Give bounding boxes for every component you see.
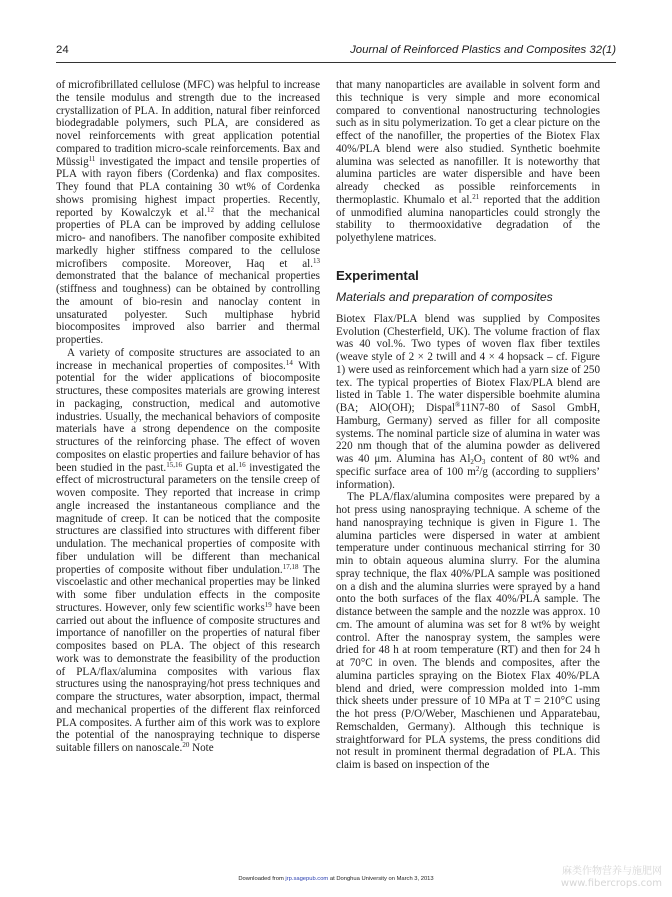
watermark: 麻类作物营养与施肥网 www.fibercrops.com <box>560 866 662 889</box>
running-header <box>56 42 616 63</box>
paragraph: Biotex Flax/PLA blend was supplied by Composites Evolution (Chesterfield, UK). The volume fraction of flax was 40 vol.%. Two types of woven flax fiber textiles (weave style of 2 × 2 twill and 4 × 4 hopsack – cf. Figure 1) were used as reinforcement which had a yarn size of 250 tex. The typical properties of Biotex Flax/PLA blend are listed in Table 1. The water dispersible boehmite alumina (BA; AlO(OH); Dispal®11N7-80 of Sasol GmbH, Hamburg, Germany) served as filler for all composite systems. The nominal particle size of alumina in water was 220 nm though that of the alumina powder as delivered was 40 μm. Alumina has $Al_2O_3$ content of 80 wt% and specific surface area of 100 $m^2/g$ (according to suppliers’ information). <box>336 312 601 491</box>
left-column <box>56 79 320 755</box>
paragraph: that many nanoparticles are available in solvent form and this technique is very simple and more economical compared to conventional nanostructuring technologies such as in situ polymerization. To get a clear picture on the effect of the nanofiller, the properties of the Biotex Flax 40%/PLA blend were also studied. Synthetic boehmite alumina was selected as nanofiller. It is noteworthy that alumina particles are water dispersible and have been already checked as possible reinforcements in thermoplastic. Khumalo et al.$^{21}$ reported that the addition of unmodified alumina nanoparticles could strongly the stability to thermooxidative degradation of the polyethylene matrices. <box>336 79 600 244</box>
section-heading: Experimental <box>336 267 419 283</box>
journal-link[interactable]: jrp.sagepub.com <box>285 876 329 882</box>
right-column <box>336 79 600 772</box>
subsection-heading: Materials and preparation of composites <box>336 289 553 304</box>
paragraph: A variety of composite structures are associated to an increase in mechanical properties of composites.$^{14}$ With potential for the wider applications of biocomposite structures, these composites materials are growing interest in packaging, construction, medical and automotive industries. Usually, the mechanical behaviors of composite materials have a strong dependence on the composite structures of the reinforcing phase. The effect of woven composites on elastic properties and failure behavior of has been studied in the past.$^{15,16}$ Gupta et al.$^{16}$ investigated the effect of microstructural parameters on the tensile creep of woven composite. They reported that increase in crimp angle increased the instantaneous compliance and the magnitude of creep. It can be noticed that the composite structures are classified into structures with different fiber undulation. The mechanical properties of composite with fiber undulation will be different than mechanical properties of composite without fiber undulation.$^{17,18}$ The viscoelastic and other mechanical properties may be linked with some fiber undulation effects in the composite structures. However, only few scientific works$^{19}$ have been carried out about the influence of composite structures and importance of nanofiller on the properties of natural fiber composites based on PLA. The object of this research work was to demonstrate the feasibility of the production of PLA/flax/alumina composites with various flax structures using the nanospraying/hot press techniques and compare the structures, water absorption, impact, thermal and mechanical properties of the different flax reinforced PLA composites. A further aim of this work was to explore the potential of the nanospraying technique to disperse suitable fillers on nanoscale.$^{20}$ Note <box>56 346 320 754</box>
paragraph: of microfibrillated cellulose (MFC) was helpful to increase the tensile modulus and strength due to the increased crystallization of PLA. In addition, natural fiber reinforced biodegradable polymers, such PLA, are considered as novel reinforcements with great application potential compared to tradition micro-scale reinforcements. Bax and Müssig$^{11}$ investigated the impact and tensile properties of PLA with rayon fibers (Cordenka) and flax composites. They found that PLA containing 30 wt% of Cordenka shows promising highest impact properties. Recently, reported by Kowalczyk et al.$^{12}$ that the mechanical properties of PLA can be improved by adding cellulose micro- and nanofibers. The nanofiber composite exhibited markedly higher stiffness compared to the cellulose microfibers composite. Moreover, Haq et al.$^{13}$ demonstrated that the balance of mechanical properties (stiffness and toughness) can be obtained by controlling the amount of bio-resin and nanoclay content in unsaturated polyester. Such multiphase hybrid biocomposites improved also barrier and thermal properties. <box>56 79 321 346</box>
page-number: 24 <box>56 44 69 56</box>
paragraph: The PLA/flax/alumina composites were prepared by a hot press using nanospraying technique. A scheme of the hand nanospraying technique is given in Figure 1. The alumina particles were dispersed in water at ambient temperature under continuous mechanical stirring for 30 min to obtain aqueous alumina slurry. For the alumina spray technique, the flax 40%/PLA sample was positioned on a dish and the alumina slurries were sprayed by a hand onto the both surfaces of the flax 40%/PLA sample. The distance between the sample and the nozzle was approx. 10 cm. The amount of alumina was set for 8 wt% by weight control. After the nanospray system, the samples were dried for 48 h at room temperature (RT) and then for 24 h at 70°C in oven. The blends and composites, after the alumina particles spraying on the Biotex Flax 40%/PLA blend and dried, were compression molded into 1-mm thick sheets under pressure of 10 MPa at T = 210°C using the hot press (P/O/Weber, Maschienen und Apparatebau, Remschalden, Germany). Although this technique is straightforward for PLA systems, the press conditions did not result in prominent thermal degradation of PLA. This claim is based on inspection of the <box>336 491 600 771</box>
download-footer: Downloaded from jrp.sagepub.com at Donghua University on March 3, 2013 <box>238 876 434 882</box>
journal-title: Journal of Reinforced Plastics and Composites 32(1) <box>350 44 616 56</box>
